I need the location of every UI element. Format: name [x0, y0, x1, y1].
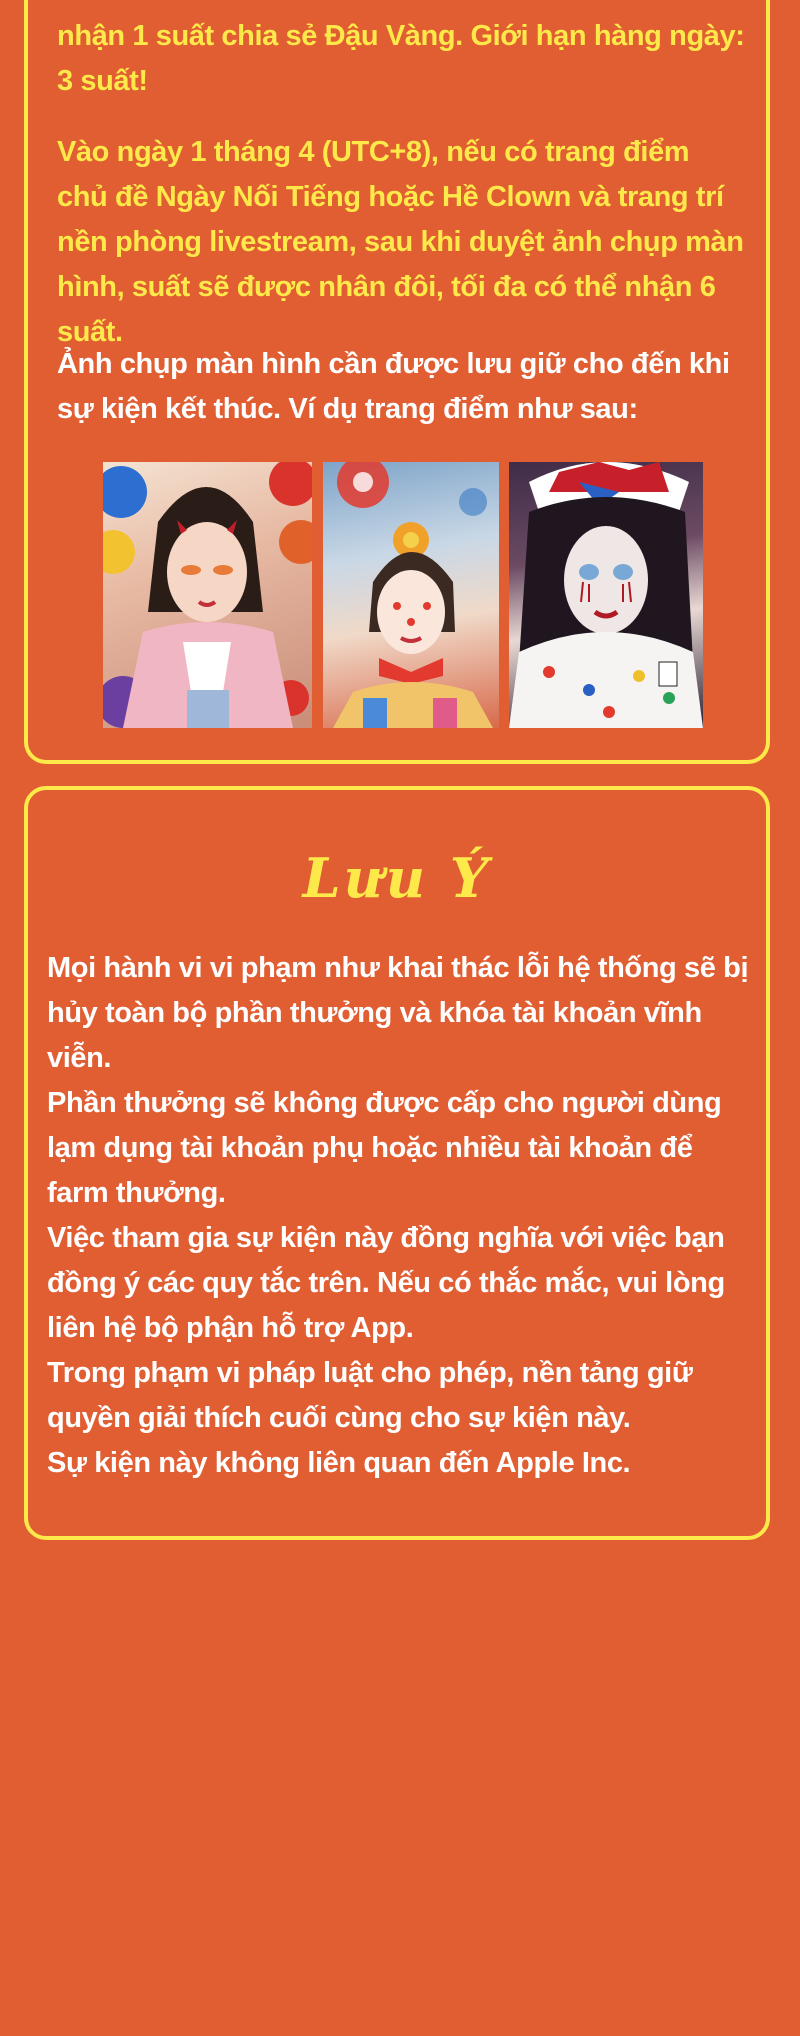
note-item: Trong phạm vi pháp luật cho phép, nền tảng giữ quyền giải thích cuối cùng cho sự kiện này. — [47, 1357, 693, 1434]
makeup-example-1-image — [103, 462, 312, 728]
notes-title: Lưu Ý — [302, 846, 492, 910]
note-item: Mọi hành vi vi phạm như khai thác lỗi hệ thống sẽ bị hủy toàn bộ phần thưởng và khóa tài khoản vĩnh viễn. — [47, 952, 749, 1074]
makeup-example-3-image — [509, 462, 703, 728]
event-rules-card — [24, 0, 770, 764]
note-item: Phần thưởng sẽ không được cấp cho người dùng lạm dụng tài khoản phụ hoặc nhiều tài khoản để farm thưởng. — [47, 1087, 722, 1209]
daily-limit-text: nhận 1 suất chia sẻ Đậu Vàng. Giới hạn hàng ngày: 3 suất! — [57, 20, 745, 97]
note-item: Việc tham gia sự kiện này đồng nghĩa với việc bạn đồng ý các quy tắc trên. Nếu có thắc mắc, vui lòng liên hệ bộ phận hỗ trợ App. — [47, 1222, 725, 1344]
april-fools-bonus-text: Vào ngày 1 tháng 4 (UTC+8), nếu có trang điểm chủ đề Ngày Nối Tiếng hoặc Hề Clown và trang trí nền phòng livestream, sau khi duyệt ảnh chụp màn hình, suất sẽ được nhân đôi, tối đa có thể nhận 6 suất. — [57, 136, 744, 348]
makeup-example-photo-2 — [323, 462, 499, 728]
note-item: Sự kiện này không liên quan đến Apple Inc. — [47, 1447, 631, 1479]
makeup-example-photo-1 — [103, 462, 312, 728]
notes-list — [47, 946, 752, 1486]
makeup-example-2-image — [323, 462, 499, 728]
makeup-example-photo-3 — [509, 462, 703, 728]
notes-card — [24, 786, 770, 1540]
makeup-examples-gallery — [103, 462, 703, 728]
screenshot-requirement-text: Ảnh chụp màn hình cần được lưu giữ cho đến khi sự kiện kết thúc. Ví dụ trang điểm như sau: — [57, 348, 730, 425]
